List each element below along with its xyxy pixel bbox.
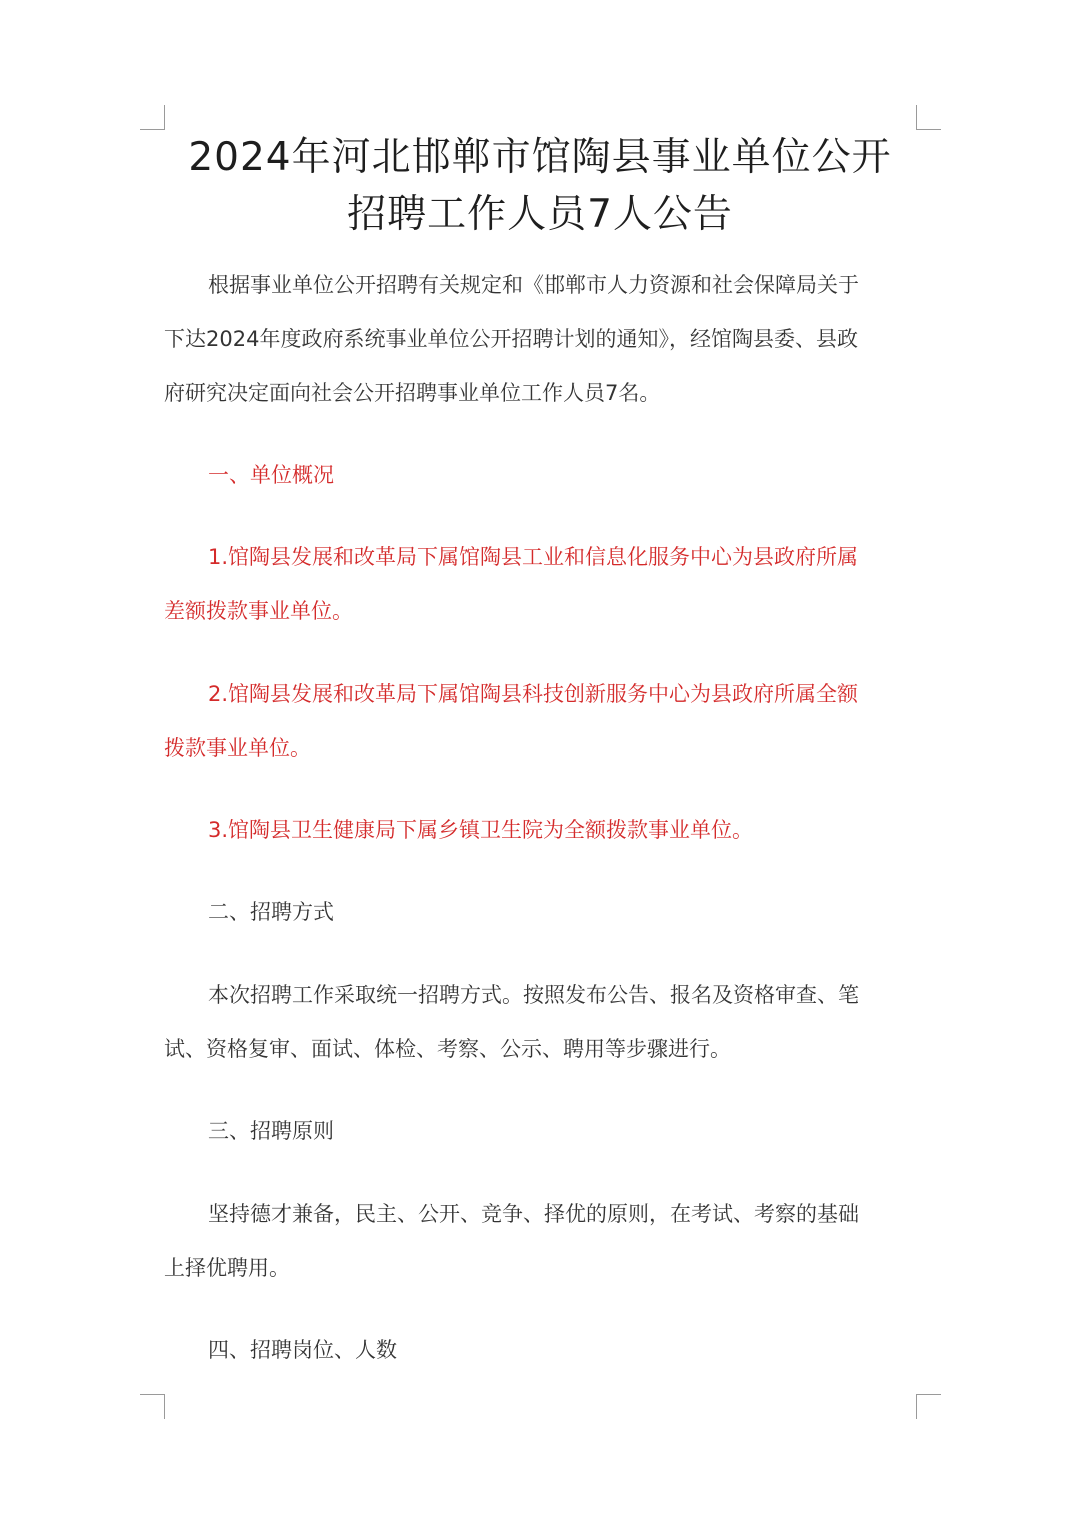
crop-mark-bottom-left bbox=[140, 1394, 165, 1419]
section-2-line-1: 本次招聘工作采取统一招聘方式。按照发布公告、报名及资格审查、笔 bbox=[208, 983, 859, 1007]
section-1-item-3: 3.馆陶县卫生健康局下属乡镇卫生院为全额拨款事业单位。 bbox=[208, 818, 754, 842]
section-2-heading: 二、招聘方式 bbox=[208, 900, 334, 924]
intro-line-3: 府研究决定面向社会公开招聘事业单位工作人员7名。 bbox=[164, 381, 661, 405]
intro-line-1: 根据事业单位公开招聘有关规定和《邯郸市人力资源和社会保障局关于 bbox=[208, 273, 859, 297]
section-3-line-2: 上择优聘用。 bbox=[164, 1256, 290, 1280]
document-title-line-2: 招聘工作人员7人公告 bbox=[347, 192, 733, 237]
section-1-item-1-line-2: 差额拨款事业单位。 bbox=[164, 599, 353, 623]
section-3-line-1: 坚持德才兼备，民主、公开、竞争、择优的原则，在考试、考察的基础 bbox=[208, 1202, 859, 1226]
section-4-heading: 四、招聘岗位、人数 bbox=[208, 1338, 397, 1362]
section-1-heading: 一、单位概况 bbox=[208, 463, 334, 487]
intro-line-2: 下达2024年度政府系统事业单位公开招聘计划的通知》，经馆陶县委、县政 bbox=[164, 327, 858, 351]
section-2-line-2: 试、资格复审、面试、体检、考察、公示、聘用等步骤进行。 bbox=[164, 1037, 731, 1061]
section-1-item-2-line-1: 2.馆陶县发展和改革局下属馆陶县科技创新服务中心为县政府所属全额 bbox=[208, 682, 859, 706]
document-title-line-1: 2024年河北邯郸市馆陶县事业单位公开 bbox=[188, 135, 892, 180]
crop-mark-top-left bbox=[140, 105, 165, 130]
section-1-item-2-line-2: 拨款事业单位。 bbox=[164, 736, 311, 760]
crop-mark-bottom-right bbox=[916, 1394, 941, 1419]
crop-mark-top-right bbox=[916, 105, 941, 130]
section-3-heading: 三、招聘原则 bbox=[208, 1119, 334, 1143]
section-1-item-1-line-1: 1.馆陶县发展和改革局下属馆陶县工业和信息化服务中心为县政府所属 bbox=[208, 545, 859, 569]
